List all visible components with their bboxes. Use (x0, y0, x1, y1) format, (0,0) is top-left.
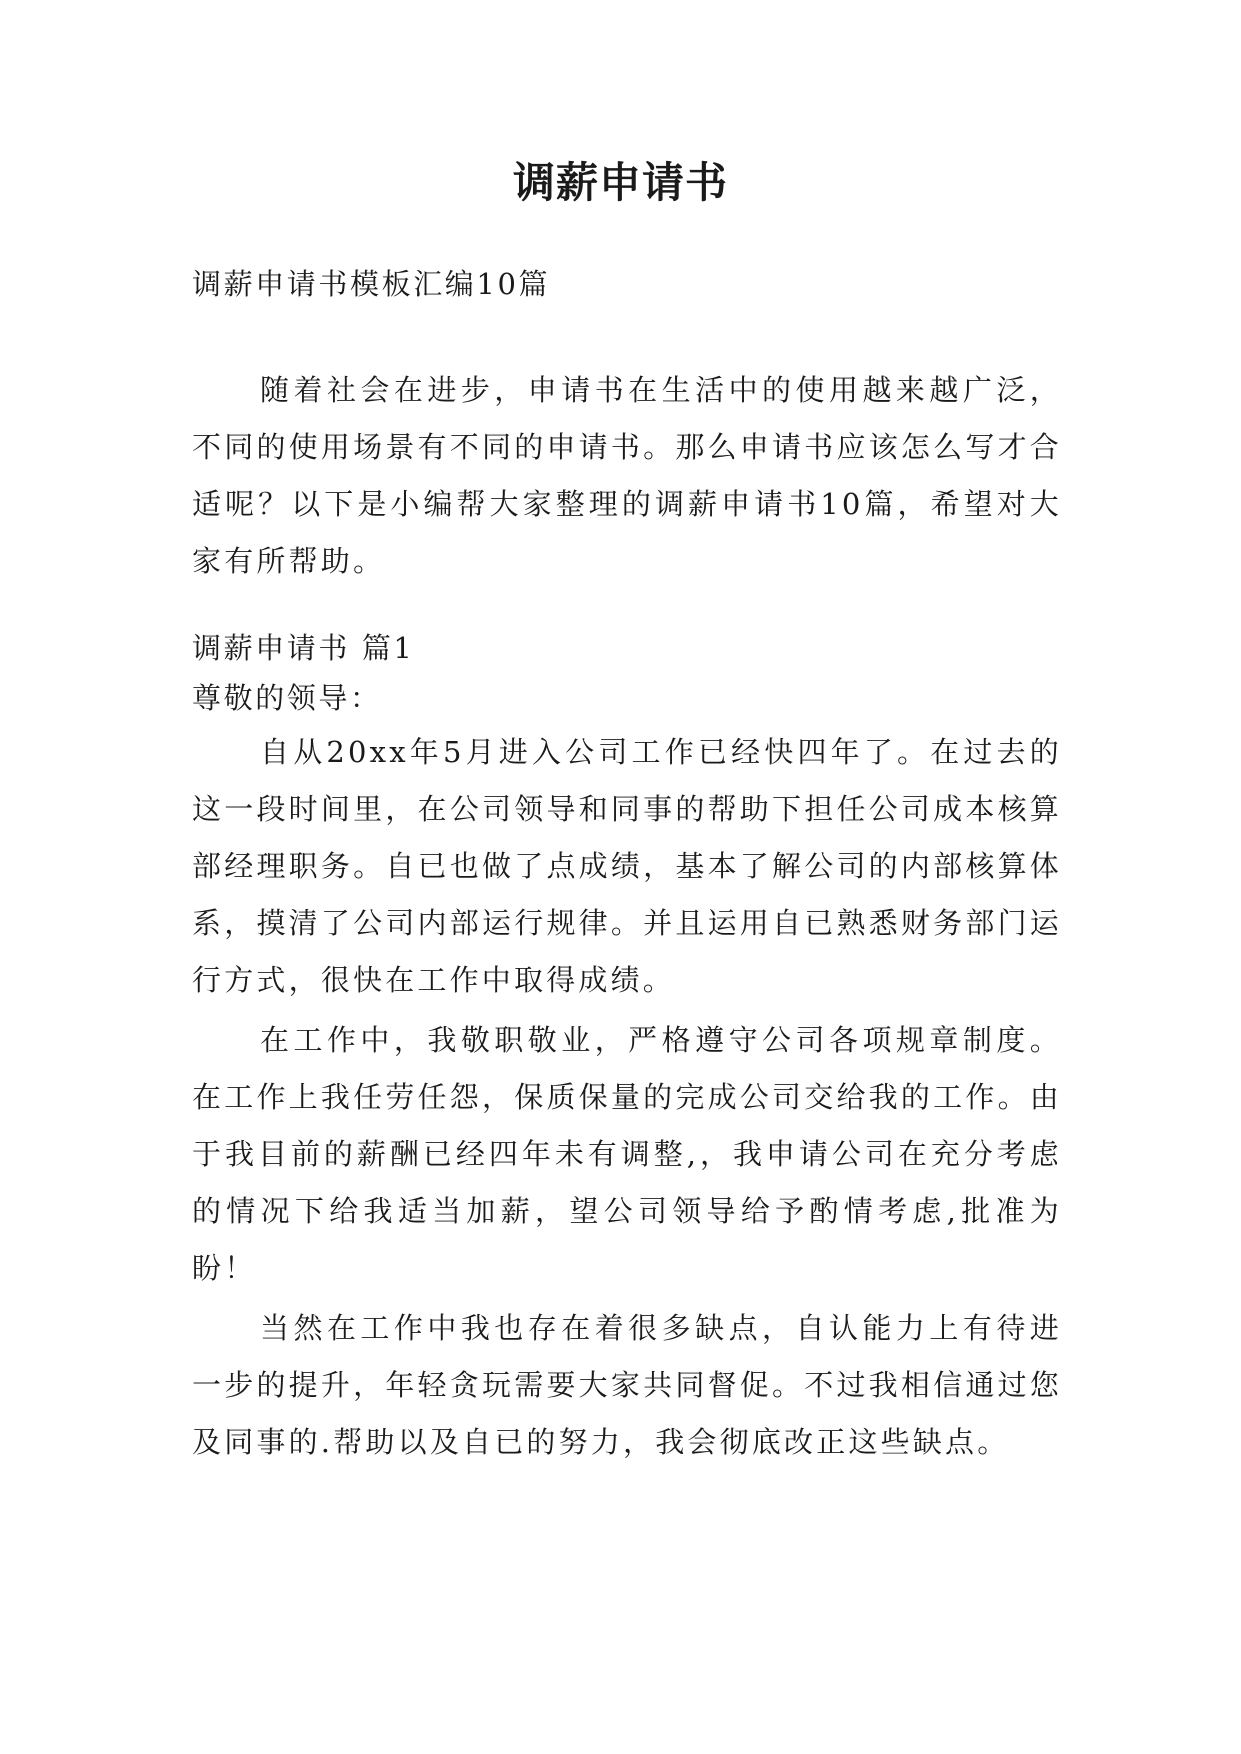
body-paragraph-1: 自从20xx年5月进入公司工作已经快四年了。在过去的这一段时间里，在公司领导和同事的帮助下担任公司成本核算部经理职务。自已也做了点成绩，基本了解公司的内部核算体系，摸清了公司内部运行规律。并且运用自已熟悉财务部门运行方式，很快在工作中取得成绩。 (192, 735, 1062, 997)
body-paragraph-3: 当然在工作中我也存在着很多缺点，自认能力上有待进一步的提升，年轻贪玩需要大家共同督促。不过我相信通过您及同事的.帮助以及自已的努力，我会彻底改正这些缺点。 (192, 1311, 1062, 1459)
body-paragraph-2: 在工作中，我敬职敬业，严格遵守公司各项规章制度。在工作上我任劳任怨，保质保量的完成公司交给我的工作。由于我目前的薪酬已经四年未有调整,，我申请公司在充分考虑的情况下给我适当加薪，望公司领导给予酌情考虑,批准为盼！ (192, 1023, 1062, 1285)
section-heading: 调薪申请书 篇1 (192, 631, 415, 665)
document-subtitle: 调薪申请书模板汇编10篇 (192, 267, 551, 301)
intro-paragraph: 随着社会在进步，申请书在生活中的使用越来越广泛，不同的使用场景有不同的申请书。那么申请书应该怎么写才合适呢？以下是小编帮大家整理的调薪申请书10篇，希望对大家有所帮助。 (192, 373, 1062, 578)
document-title: 调薪申请书 (512, 158, 728, 207)
salutation: 尊敬的领导： (192, 681, 382, 715)
